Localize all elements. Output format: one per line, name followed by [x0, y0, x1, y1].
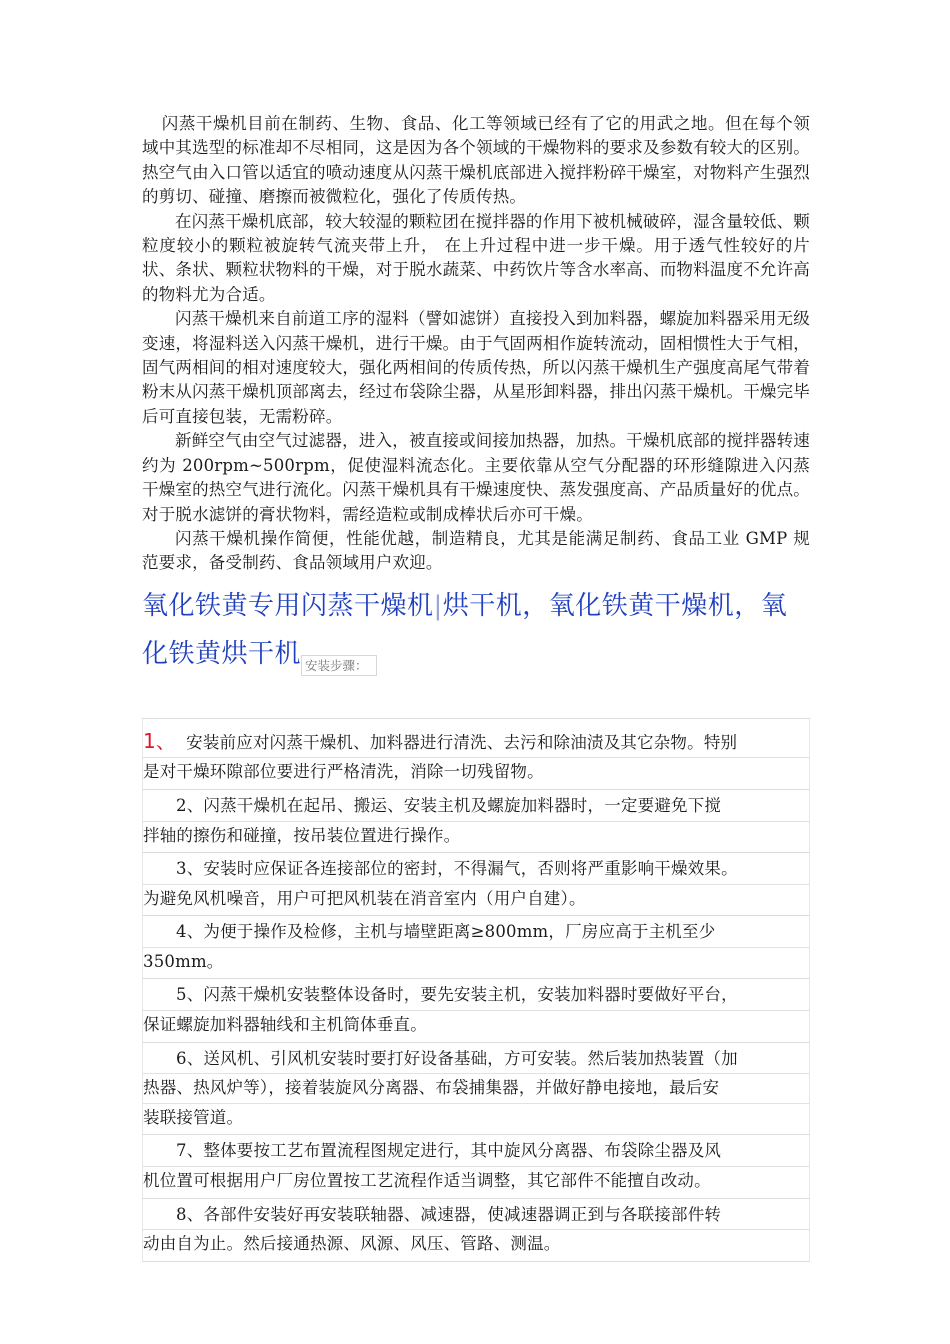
step-6-line-1: 6、送风机、引风机安装时要打好设备基础，方可安装。然后装加热装置（加 — [143, 1045, 809, 1075]
step-4-line-1: 4、为便于操作及检修，主机与墙壁距离≥800mm，厂房应高于主机至少 — [143, 918, 809, 948]
step-1-line-2: 是对干燥环隙部位要进行严格清洗，消除一切残留物。 — [143, 762, 544, 782]
paragraph-summary: 闪蒸干燥机操作简便，性能优越，制造精良，尤其是能满足制药、食品工业 GMP 规范要求，备受制药、食品领域用户欢迎。 — [142, 528, 810, 573]
step-5-line-2: 保证螺旋加料器轴线和主机筒体垂直。 — [143, 1015, 427, 1035]
step-2-line-2: 拌轴的擦伤和碰撞，按吊装位置进行操作。 — [143, 825, 461, 845]
step-8-line-1: 8、各部件安装好再安装联轴器、减速器，使减速器调正到与各联接部件转 — [143, 1201, 809, 1231]
step-item-5 — [142, 979, 810, 1042]
title-part2: 烘干机，氧化铁黄干燥机，氧化铁黄烘干机 — [142, 590, 788, 669]
install-steps-list — [142, 718, 810, 1262]
step-6-line-3: 装联接管道。 — [143, 1107, 244, 1127]
step-3-line-2: 为避免风机噪音，用户可把风机装在消音室内（用户自建）。 — [143, 888, 586, 908]
step-item-3 — [142, 853, 810, 916]
step-2-line-1: 2、闪蒸干燥机在起吊、搬运、安装主机及螺旋加料器时，一定要避免下搅 — [143, 792, 809, 822]
section-title — [142, 582, 810, 690]
step-1-line-1: 安装前应对闪蒸干燥机、加料器进行清洗、去污和除油渍及其它杂物。特别 — [186, 732, 738, 752]
step-item-2 — [142, 790, 810, 853]
document-page — [142, 112, 810, 1262]
step-7-line-2: 机位置可根据用户厂房位置按工艺流程作适当调整，其它部件不能擅自改动。 — [143, 1171, 711, 1191]
step-item-8 — [142, 1199, 810, 1262]
step-item-6 — [142, 1043, 810, 1136]
step-item-7 — [142, 1135, 810, 1198]
step-8-line-2: 动由自为止。然后接通热源、风源、风压、管路、测温。 — [143, 1234, 561, 1254]
step-item-4 — [142, 916, 810, 979]
paragraph-air-flow: 新鲜空气由空气过滤器，进入，被直接或间接加热器，加热。干燥机底部的搅拌器转速约为 200rpm~500rpm，促使湿料流态化。主要依靠从空气分配器的环形缝隙进入闪蒸干燥室的热空气进行流化。闪蒸干燥机具有干燥速度快、蒸发强度高、产品质量好的优点。对于脱水滤饼的膏状物料，需经造粒或制成棒状后亦可干燥。 — [142, 431, 810, 524]
step-1-number: 1、 — [143, 728, 177, 753]
step-7-line-1: 7、整体要按工艺布置流程图规定进行，其中旋风分离器、布袋除尘器及风 — [143, 1137, 809, 1167]
paragraph-feeding-process: 闪蒸干燥机来自前道工序的湿料（譬如滤饼）直接投入到加料器，螺旋加料器采用无级变速，将湿料送入闪蒸干燥机，进行干燥。由于气固两相作旋转流动，固相惯性大于气相，固气两相间的相对速度较大，强化两相间的传质传热，所以闪蒸干燥机生产强度高尾气带着粉末从闪蒸干燥机顶部离去，经过布袋除尘器，从星形卸料器，排出闪蒸干燥机。干燥完毕后可直接包装，无需粉碎。 — [142, 309, 810, 426]
title-separator: | — [433, 590, 443, 621]
step-6-line-2: 热器、热风炉等），接着装旋风分离器、布袋捕集器，并做好静电接地，最后安 — [143, 1074, 809, 1104]
step-5-line-1: 5、闪蒸干燥机安装整体设备时，要先安装主机，安装加料器时要做好平台， — [143, 981, 809, 1011]
title-part1: 氧化铁黄专用闪蒸干燥机 — [142, 590, 434, 621]
step-4-line-2: 350mm。 — [143, 951, 224, 971]
paragraph-intro: 闪蒸干燥机目前在制药、生物、食品、化工等领域已经有了它的用武之地。但在每个领域中其选型的标准却不尽相同，这是因为各个领域的干燥物料的要求及参数有较大的区别。热空气由入口管以适宜的喷动速度从闪蒸干燥机底部进入搅拌粉碎干燥室，对物料产生强烈的剪切、碰撞、磨擦而被微粒化，强化了传质传热。 — [142, 114, 810, 207]
step-3-line-1: 3、安装时应保证各连接部位的密封，不得漏气，否则将严重影响干燥效果。 — [143, 855, 809, 885]
step-item-1 — [142, 719, 810, 790]
install-steps-subtitle: 安装步骤： — [301, 655, 377, 676]
paragraph-bottom-mechanism: 在闪蒸干燥机底部，较大较湿的颗粒团在搅拌器的作用下被机械破碎，湿含量较低、颗粒度较小的颗粒被旋转气流夹带上升， 在上升过程中进一步干燥。用于透气性较好的片状、条状、颗粒状物料的干燥，对于脱水蔬菜、中药饮片等含水率高、而物料温度不允许高的物料尤为合适。 — [142, 211, 810, 304]
